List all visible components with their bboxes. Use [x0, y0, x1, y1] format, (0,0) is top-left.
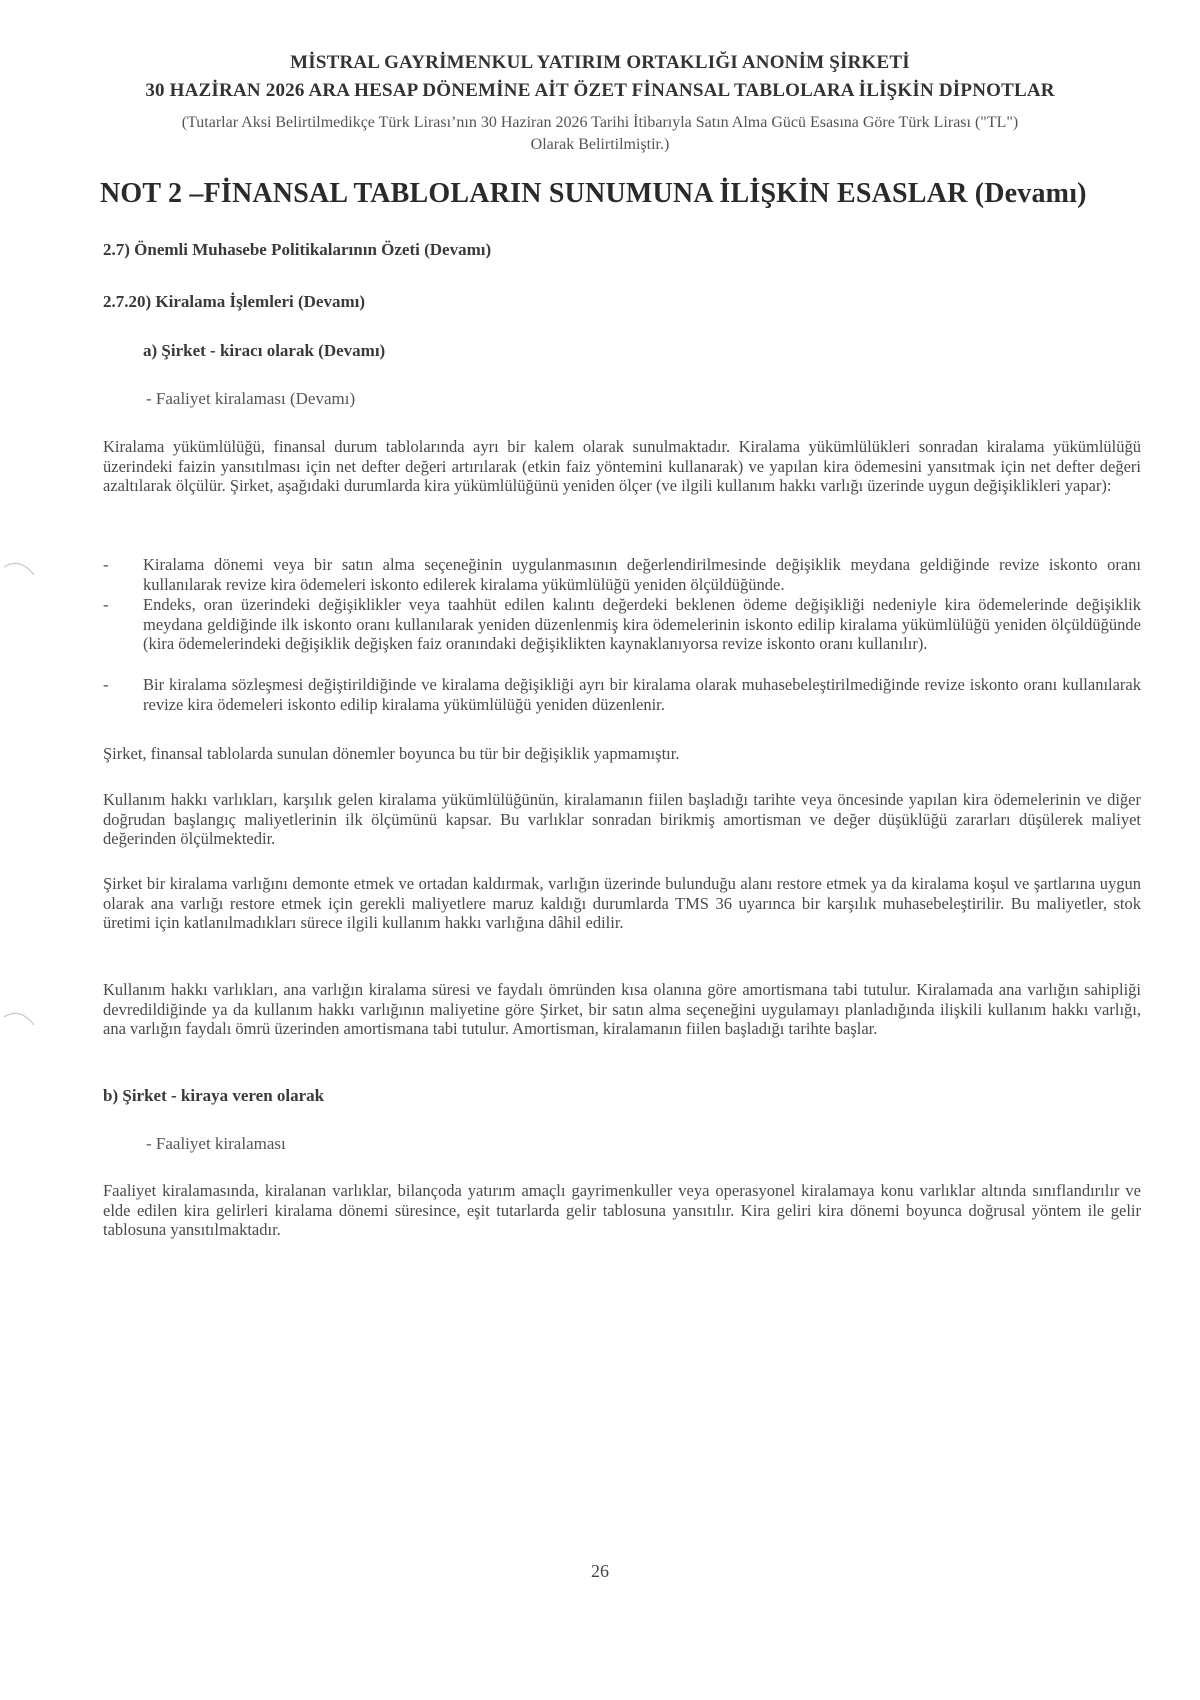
paragraph-no-change: Şirket, finansal tablolarda sunulan dönemler boyunca bu tür bir değişiklik yapmamıştır.	[103, 744, 680, 763]
page-number: 26	[591, 1561, 609, 1581]
section-heading-2-7-20: 2.7.20) Kiralama İşlemleri (Devamı)	[103, 292, 366, 311]
paragraph-right-of-use-assets: Kullanım hakkı varlıkları, karşılık gelen kiralama yükümlülüğünün, kiralamanın fiilen başladığı tarihte veya öncesinde yapılan kira ödemelerinin ve diğer doğrudan başlangıç maliyetlerinin ilk ölçümünü kapsar. Bu varlıklar sonradan birikmiş amortisman ve değer düşüklüğü zararları düşülerek maliyet değerinden ölçülmektedir.	[103, 790, 1141, 848]
bullet-dash: -	[103, 595, 109, 614]
paragraph-restoration-provision: Şirket bir kiralama varlığını demonte etmek ve ortadan kaldırmak, varlığın üzerinde bulunduğu alanı restore etmek ya da kiralama koşul ve şartlarına uygun olarak ana varlığı restore etmek için gerekli maliyetlere maruz kaldığı durumlarda TMS 36 uyarınca bir karşılık muhasebeleştirilir. Bu maliyetler, stok üretimi için katlanılmadıkları sürece ilgili kullanım hakkı varlığına dâhil edilir.	[103, 874, 1141, 932]
paragraph-depreciation: Kullanım hakkı varlıkları, ana varlığın kiralama süresi ve faydalı ömründen kısa olanına göre amortismana tabi tutulur. Kiralamada ana varlığın sahipliği devredildiğinde ya da kullanım hakkı varlığının maliyetine göre Şirket, bir satın alma seçeneğini uygulamayı planladığında ilişkili kullanım hakkı varlığı, ana varlığın faydalı ömrü üzerinden amortismana tabi tutulur. Amortisman, kiralamanın fiilen başladığı tarihte başlar.	[103, 980, 1141, 1038]
subtitle-line-1: (Tutarlar Aksi Belirtilmedikçe Türk Lirası’nın 30 Haziran 2026 Tarihi İtibarıyla Satın Alma Gücü Esasına Göre Türk Lirası ("TL")	[181, 114, 1019, 131]
list-item-text: Endeks, oran üzerindeki değişiklikler veya taahhüt edilen kalıntı değerdeki beklenen ödeme değişikliği nedeniyle kira ödemelerinde değişiklik meydana geldiğinde ilk iskonto oranı kullanılarak yeniden düzenlenmiş kira ödemelerinin iskonto edilip kiralama yükümlülüğü yeniden ölçüldüğünde (kira ödemelerindeki değişiklik değişken faiz oranındaki değişiklikten kaynaklanıyorsa revize iskonto oranı kullanılır).	[143, 595, 1141, 653]
company-name: MİSTRAL GAYRİMENKUL YATIRIM ORTAKLIĞI ANONİM ŞİRKETİ	[290, 52, 910, 73]
subtitle-line-2: Olarak Belirtilmiştir.)	[530, 136, 670, 153]
section-heading-2-7: 2.7) Önemli Muhasebe Politikalarının Özeti (Devamı)	[103, 240, 492, 259]
subsection-heading-b: b) Şirket - kiraya veren olarak	[103, 1086, 325, 1105]
list-item	[103, 595, 1141, 654]
list-item-text: Bir kiralama sözleşmesi değiştirildiğinde ve kiralama değişikliği ayrı bir kiralama olarak muhasebeleştirilmediğinde revize iskonto oranı kullanılarak revize kira ödemeleri iskonto edilip kiralama yükümlülüğü yeniden düzenlenir.	[143, 675, 1141, 714]
scan-hole-mark-icon	[2, 1005, 38, 1035]
scan-hole-mark-icon	[2, 555, 38, 585]
bullet-dash: -	[103, 675, 109, 694]
list-item	[103, 675, 1141, 714]
bullet-dash: -	[103, 555, 109, 574]
list-item-text: Kiralama dönemi veya bir satın alma seçeneğinin uygulanmasının değerlendirilmesinde değişiklik meydana geldiğinde revize iskonto oranı kullanılarak revize kira ödemeleri iskonto edilerek kiralama yükümlülüğü yeniden ölçüldüğünde.	[143, 555, 1141, 594]
list-item	[103, 555, 1141, 594]
paragraph-lease-liability: Kiralama yükümlülüğü, finansal durum tablolarında ayrı bir kalem olarak sunulmaktadır. Kiralama yükümlülükleri sonradan kiralama yükümlülüğü üzerindeki faizin yansıtılması için net defter değeri artırılarak (etkin faiz yöntemini kullanarak) ve yapılan kira ödemesini yansıtmak için net defter değeri azaltılarak ölçülür. Şirket, aşağıdaki durumlarda kira yükümlülüğünü yeniden ölçer (ve ilgili kullanım hakkı varlığı üzerinde uygun değişiklikleri yapar):	[103, 437, 1141, 495]
subsection-b-item: - Faaliyet kiralaması	[146, 1134, 286, 1153]
report-subtitle	[80, 112, 1120, 156]
subsection-heading-a: a) Şirket - kiracı olarak (Devamı)	[143, 341, 386, 360]
subsection-a-item: - Faaliyet kiralaması (Devamı)	[146, 389, 356, 408]
report-title: 30 HAZİRAN 2026 ARA HESAP DÖNEMİNE AİT ÖZET FİNANSAL TABLOLARA İLİŞKİN DİPNOTLAR	[145, 80, 1055, 101]
note-title: NOT 2 –FİNANSAL TABLOLARIN SUNUMUNA İLİŞKİN ESASLAR (Devamı)	[100, 178, 1087, 209]
paragraph-operating-lease: Faaliyet kiralamasında, kiralanan varlıklar, bilançoda yatırım amaçlı gayrimenkuller veya operasyonel kiralamaya konu varlıklar altında sınıflandırılır ve elde edilen kira gelirleri kiralama dönemi süresince, eşit tutarlarda gelir tablosuna yansıtılır. Kira geliri kira dönemi boyunca doğrusal yöntem ile gelir tablosuna yansıtılmaktadır.	[103, 1181, 1141, 1239]
